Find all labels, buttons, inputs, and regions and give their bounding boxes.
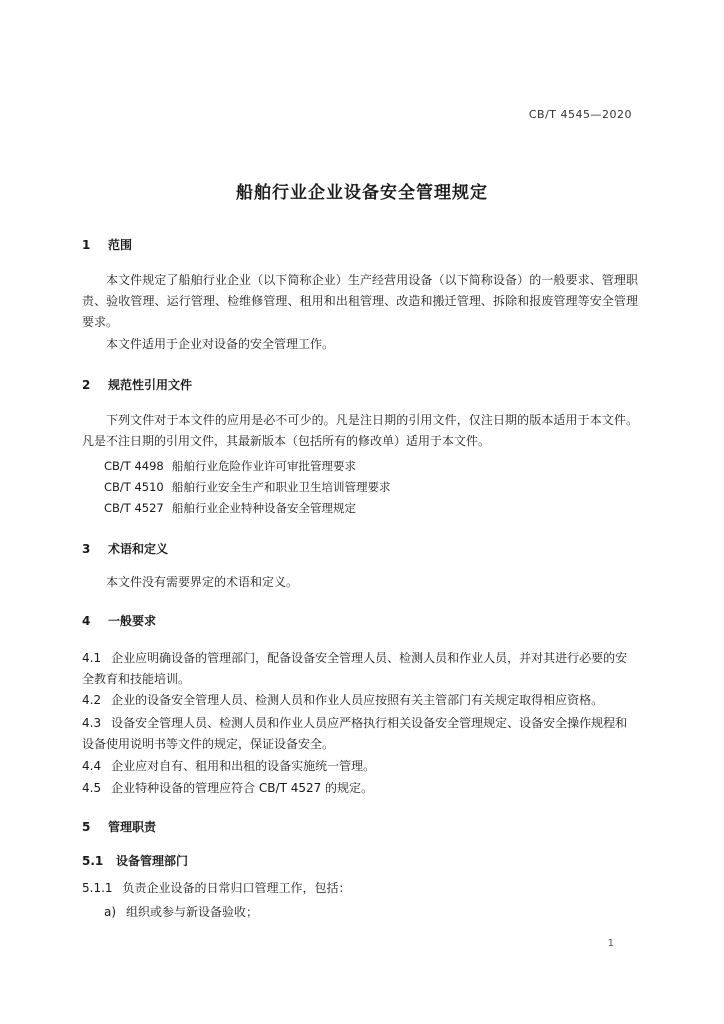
section-title: 管理职责	[108, 820, 157, 834]
section-2-paragraph: 下列文件对于本文件的应用是必不可少的。凡是注日期的引用文件，仅注日期的版本适用于本文件。凡是不注日期的引用文件，其最新版本（包括所有的修改单）适用于本文件。	[82, 413, 638, 448]
clause-item	[82, 690, 638, 711]
reference-title: 船舶行业安全生产和职业卫生培训管理要求	[172, 480, 391, 494]
section-number: 3	[82, 542, 91, 556]
clause-item	[82, 878, 638, 899]
clause-item	[82, 778, 638, 799]
page-number: 1	[607, 938, 614, 949]
list-text: 组织或参与新设备验收；	[126, 905, 259, 919]
reference-code: CB/T 4510	[104, 480, 164, 494]
section-title: 规范性引用文件	[108, 378, 193, 392]
clause-number: 4.4	[82, 759, 102, 773]
section-4-heading	[82, 612, 156, 629]
clause-number: 4.3	[82, 716, 102, 730]
clause-item	[82, 713, 638, 755]
clause-text: 企业应明确设备的管理部门，配备设备安全管理人员、检测人员和作业人员，并对其进行必要的安全教育和技能培训。	[82, 651, 628, 686]
section-1-heading	[82, 236, 132, 253]
normative-reference	[104, 458, 356, 474]
subsection-number: 5.1	[82, 854, 104, 868]
section-number: 2	[82, 378, 91, 392]
clause-number: 4.2	[82, 693, 102, 707]
list-item	[104, 903, 258, 920]
reference-code: CB/T 4498	[104, 459, 164, 473]
subsection-title: 设备管理部门	[116, 854, 189, 868]
document-title: 船舶行业企业设备安全管理规定	[236, 183, 488, 203]
clause-number: 5.1.1	[82, 881, 113, 895]
clause-text: 企业特种设备的管理应符合 CB/T 4527 的规定。	[111, 781, 374, 795]
section-3-heading	[82, 540, 168, 557]
clause-text: 负责企业设备的日常归口管理工作，包括：	[122, 881, 351, 895]
clause-text: 设备安全管理人员、检测人员和作业人员应严格执行相关设备安全管理规定、设备安全操作规程和设备使用说明书等文件的规定，保证设备安全。	[82, 716, 628, 751]
section-1-paragraph-1: 本文件规定了船舶行业企业（以下简称企业）生产经营用设备（以下简称设备）的一般要求、管理职责、验收管理、运行管理、检维修管理、租用和出租管理、改造和搬迁管理、拆除和报废管理等安全管理要求。	[82, 273, 638, 329]
section-number: 1	[82, 238, 91, 252]
clause-number: 4.5	[82, 781, 102, 795]
normative-reference	[104, 479, 391, 495]
reference-title: 船舶行业危险作业许可审批管理要求	[172, 459, 356, 473]
list-marker: a)	[104, 905, 117, 919]
section-1-paragraph-2: 本文件适用于企业对设备的安全管理工作。	[106, 337, 335, 351]
normative-reference	[104, 500, 356, 516]
clause-text: 企业的设备安全管理人员、检测人员和作业人员应按照有关主管部门有关规定取得相应资格。	[111, 693, 604, 707]
clause-text: 企业应对自有、租用和出租的设备实施统一管理。	[111, 759, 376, 773]
section-number: 5	[82, 820, 91, 834]
reference-title: 船舶行业企业特种设备安全管理规定	[172, 501, 356, 515]
subsection-5-1-heading	[82, 852, 188, 869]
section-title: 一般要求	[108, 614, 157, 628]
section-title: 术语和定义	[108, 542, 169, 556]
clause-item	[82, 648, 638, 690]
section-number: 4	[82, 614, 91, 628]
document-code: CB/T 4545—2020	[528, 108, 632, 121]
clause-item	[82, 756, 638, 777]
section-title: 范围	[108, 238, 133, 252]
section-2-heading	[82, 376, 192, 393]
section-3-paragraph: 本文件没有需要界定的术语和定义。	[106, 575, 299, 589]
section-5-heading	[82, 818, 156, 835]
clause-number: 4.1	[82, 651, 102, 665]
reference-code: CB/T 4527	[104, 501, 164, 515]
